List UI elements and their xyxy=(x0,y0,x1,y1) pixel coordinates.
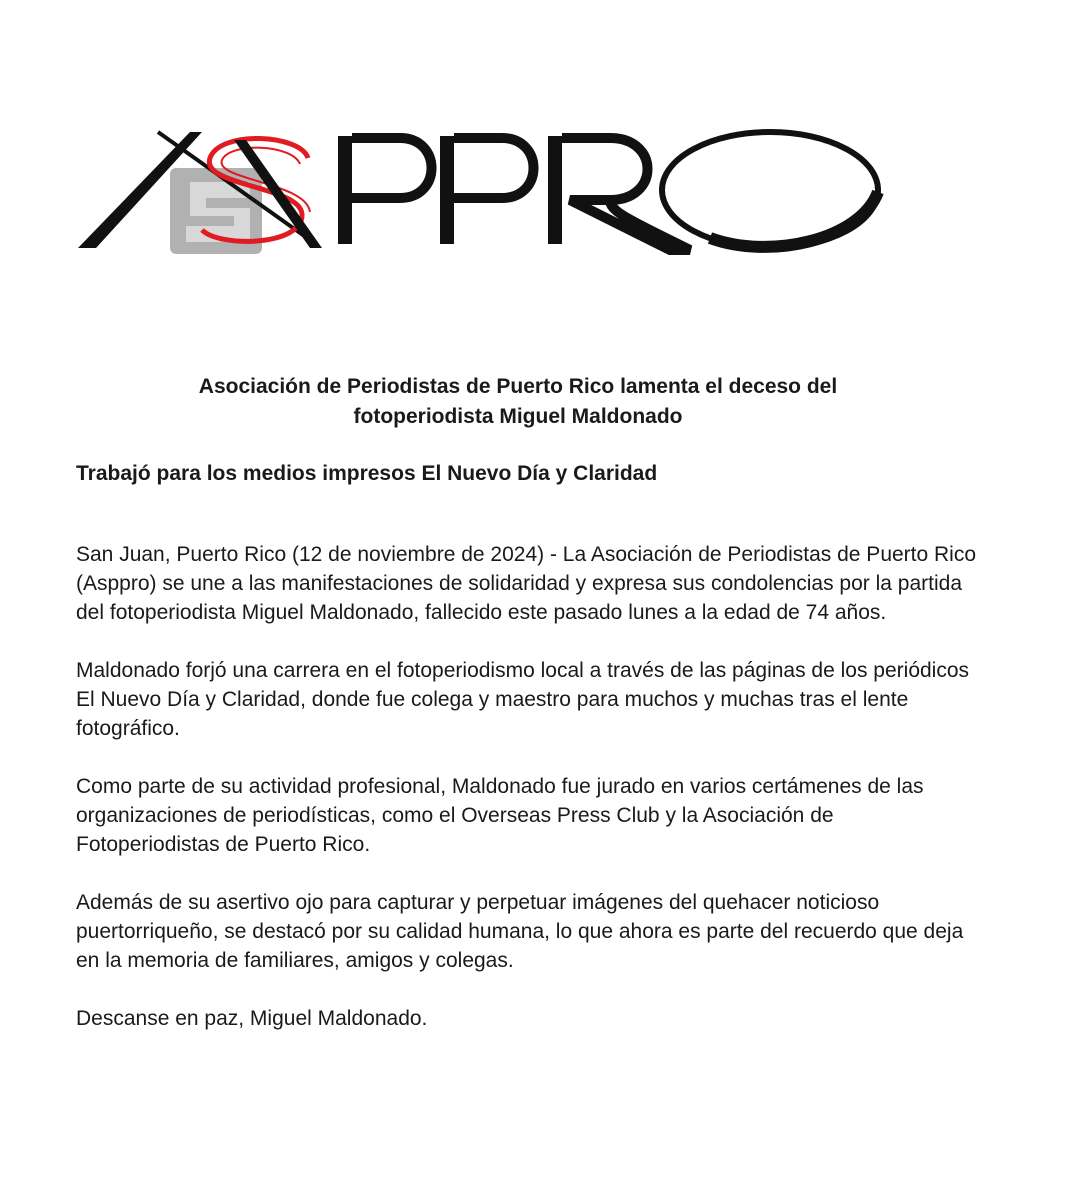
paragraph-3: Como parte de su actividad profesional, Maldonado fue jurado en varios certámenes de las organizaciones de periodísticas, como el Overseas Press Club y la Asociación de Fotoperiodistas de Puerto Rico. xyxy=(76,775,924,856)
headline xyxy=(76,372,960,432)
paragraph-1: San Juan, Puerto Rico (12 de noviembre de 2024) - La Asociación de Periodistas de Puerto Rico (Asppro) se une a las manifestaciones de solidaridad y expresa sus condolencias por la partida del fotoperiodista Miguel Maldonado, fallecido este pasado lunes a la edad de 74 años. xyxy=(76,543,977,624)
paragraph-4: Además de su asertivo ojo para capturar y perpetuar imágenes del quehacer noticioso puertorriqueño, se destacó por su calidad humana, lo que ahora es parte del recuerdo que deja en la memoria de familiares, amigos y colegas. xyxy=(76,891,964,972)
asppro-logo xyxy=(70,120,890,265)
headline-line-2: fotoperiodista Miguel Maldonado xyxy=(353,405,683,428)
article-body xyxy=(76,540,981,1062)
logo-letter-p1 xyxy=(338,136,352,244)
paragraph-5: Descanse en paz, Miguel Maldonado. xyxy=(76,1007,428,1030)
logo-letter-r xyxy=(548,136,562,244)
logo-letter-p2 xyxy=(440,136,454,244)
paragraph-2: Maldonado forjó una carrera en el fotoperiodismo local a través de las páginas de los periódicos El Nuevo Día y Claridad, donde fue colega y maestro para muchos y muchas tras el lente fotográfico. xyxy=(76,659,970,740)
subheadline: Trabajó para los medios impresos El Nuevo Día y Claridad xyxy=(76,462,658,485)
headline-line-1: Asociación de Periodistas de Puerto Rico lamenta el deceso del xyxy=(198,375,838,398)
